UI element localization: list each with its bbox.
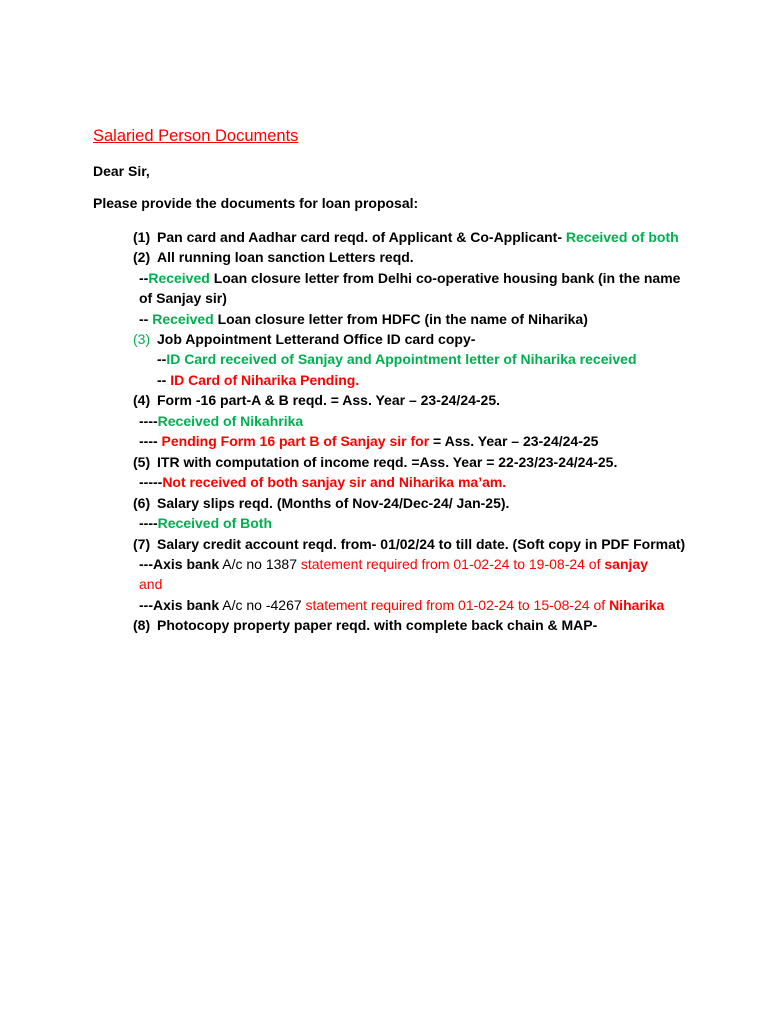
sub-prefix: --- <box>139 556 153 572</box>
list-item-8 <box>133 615 597 635</box>
status-pending: ID Card of Niharika Pending. <box>170 372 360 388</box>
status-received: Received <box>152 311 214 327</box>
item-text: Job Appointment Letterand Office ID card copy- <box>157 331 476 347</box>
item-number: (4) <box>133 392 151 408</box>
sub-text: Loan closure letter from HDFC (in the name of Niharika) <box>213 311 588 327</box>
item-2-sub-1 <box>139 268 680 288</box>
sub-prefix: -- <box>139 311 153 327</box>
item-5-sub-1 <box>139 472 506 492</box>
sub-prefix: ---- <box>139 433 162 449</box>
item-text: Form -16 part-A & B reqd. = Ass. Year – 23-24/24-25. <box>157 392 501 408</box>
sub-prefix: -- <box>139 270 149 286</box>
document-title: Salaried Person Documents <box>93 127 299 145</box>
item-number: (7) <box>133 536 151 552</box>
account-number: A/c no -4267 <box>219 597 306 613</box>
list-item-6 <box>133 493 509 513</box>
list-item-7 <box>133 534 685 554</box>
item-3-sub-1 <box>157 349 637 369</box>
item-2-sub-2 <box>139 309 588 329</box>
sub-text: Loan closure letter from Delhi co-operative housing bank (in the name <box>209 270 681 286</box>
item-text: Salary credit account reqd. from- 01/02/24 to till date. (Soft copy in PDF Format) <box>157 536 686 552</box>
item-number: (1) <box>133 229 151 245</box>
item-4-sub-1 <box>139 411 303 431</box>
salutation: Dear Sir, <box>93 163 150 179</box>
status-pending: statement required from 01-02-24 to 19-08-24 of <box>300 556 605 572</box>
status-received: Received of Both <box>157 515 273 531</box>
item-number: (2) <box>133 249 151 265</box>
item-number: (5) <box>133 454 151 470</box>
item-4-sub-2 <box>139 431 598 451</box>
status-received: Received of Nikahrika <box>157 413 304 429</box>
holder-name: sanjay <box>604 556 648 572</box>
status-received: ID Card received of Sanjay and Appointment letter of Niharika received <box>166 351 637 367</box>
holder-name: Niharika <box>609 597 665 613</box>
bank-name: Axis bank <box>153 556 220 572</box>
item-2-sub-1-continued: of Sanjay sir) <box>139 290 227 306</box>
list-item-2 <box>133 247 414 267</box>
list-item-1 <box>133 227 679 247</box>
item-text: Pan card and Aadhar card reqd. of Applicant & Co-Applicant- <box>157 229 563 245</box>
item-7-sub-1 <box>139 554 648 574</box>
item-number: (8) <box>133 617 151 633</box>
list-item-4 <box>133 390 500 410</box>
sub-prefix: ---- <box>139 515 158 531</box>
item-3-sub-2 <box>157 370 359 390</box>
sub-prefix: ---- <box>139 413 158 429</box>
list-item-3 <box>133 329 475 349</box>
status-received: Received of both <box>562 229 679 245</box>
status-pending: Not received of both sanjay sir and Niharika ma’am. <box>162 474 507 490</box>
bank-name: Axis bank <box>153 597 220 613</box>
intro-text: Please provide the documents for loan proposal: <box>93 195 419 211</box>
list-item-5 <box>133 452 617 472</box>
status-pending: statement required from 01-02-24 to 15-08-24 of <box>305 597 610 613</box>
item-7-sub-2 <box>139 595 664 615</box>
item-6-sub-1 <box>139 513 272 533</box>
item-7-sub-1-continued: and <box>139 576 163 592</box>
item-text: Salary slips reqd. (Months of Nov-24/Dec-24/ Jan-25). <box>157 495 510 511</box>
sub-text: = Ass. Year – 23-24/24-25 <box>429 433 599 449</box>
item-number: (3) <box>133 331 151 347</box>
sub-prefix: -- <box>157 372 171 388</box>
sub-prefix: --- <box>139 597 153 613</box>
item-text: ITR with computation of income reqd. =Ass. Year = 22-23/23-24/24-25. <box>157 454 618 470</box>
status-pending: Pending Form 16 part B of Sanjay sir for <box>161 433 430 449</box>
status-received: Received <box>148 270 210 286</box>
sub-prefix: -- <box>157 351 167 367</box>
item-text: Photocopy property paper reqd. with complete back chain & MAP- <box>157 617 598 633</box>
sub-prefix: ----- <box>139 474 163 490</box>
item-text: All running loan sanction Letters reqd. <box>157 249 414 265</box>
account-number: A/c no 1387 <box>219 556 301 572</box>
item-number: (6) <box>133 495 151 511</box>
